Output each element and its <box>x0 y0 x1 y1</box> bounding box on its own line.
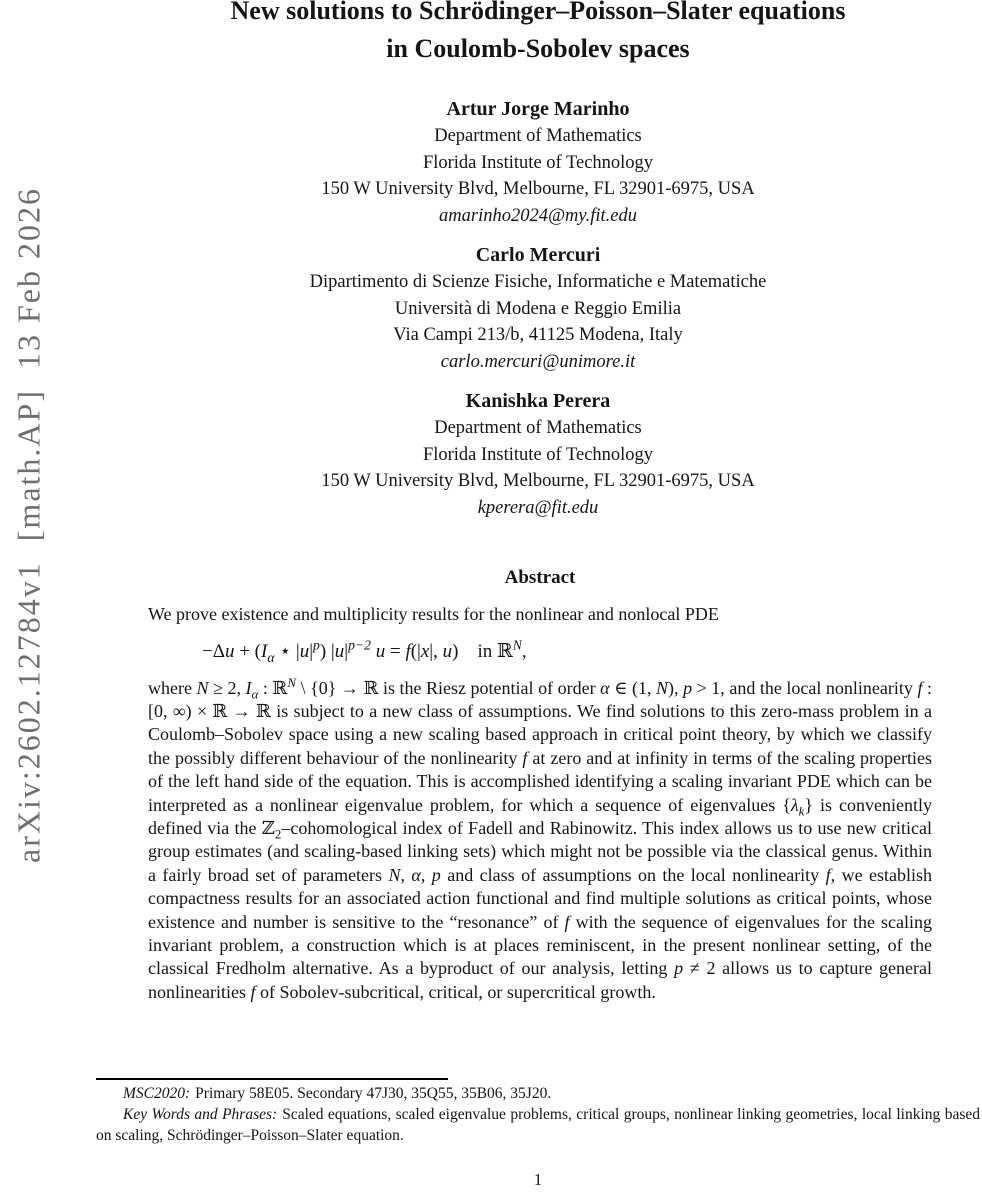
keywords-footnote <box>96 1104 980 1146</box>
author-block-3 <box>96 388 980 521</box>
footnotes <box>96 1083 980 1146</box>
abstract-intro: We prove existence and multiplicity results for the nonlinear and nonlocal PDE <box>148 604 719 624</box>
author-name: Kanishka Perera <box>465 390 611 412</box>
author-email: kperera@fit.edu <box>477 497 599 518</box>
paper-title <box>96 0 980 68</box>
author-block-2 <box>96 242 980 375</box>
arxiv-stamp: arXiv:2602.12784v1 [math.AP] 13 Feb 2026 <box>10 187 47 863</box>
author-name: Carlo Mercuri <box>475 244 601 266</box>
msc-footnote <box>96 1083 980 1104</box>
page-number: 1 <box>533 1170 543 1189</box>
author-block-1 <box>96 96 980 229</box>
affiliation-line: 150 W University Blvd, Melbourne, FL 32901-6975, USA <box>321 471 755 491</box>
affiliation-line: Florida Institute of Technology <box>422 444 654 465</box>
abstract-heading: Abstract <box>504 567 576 588</box>
keywords-text: Scaled equations, scaled eigenvalue problems, critical groups, nonlinear linking geometries, local linking based on scaling, Schrödinger–Poisson–Slater equation. <box>96 1106 980 1144</box>
footnote-rule <box>96 1078 448 1080</box>
affiliation-line: Dipartimento di Scienze Fisiche, Informatiche e Matematiche <box>309 272 767 292</box>
affiliation-line: Department of Mathematics <box>434 418 642 438</box>
author-name: Artur Jorge Marinho <box>446 98 630 120</box>
affiliation-line: Università di Modena e Reggio Emilia <box>394 298 682 319</box>
abstract-section <box>148 568 932 1004</box>
author-email: amarinho2024@my.fit.edu <box>439 205 637 226</box>
keywords-label: Key Words and Phrases: <box>123 1106 278 1123</box>
author-email: carlo.mercuri@unimore.it <box>440 351 636 372</box>
msc-label: MSC2020: <box>123 1085 191 1102</box>
affiliation-line: Via Campi 213/b, 41125 Modena, Italy <box>393 325 683 345</box>
affiliation-line: 150 W University Blvd, Melbourne, FL 32901-6975, USA <box>321 179 755 199</box>
title-line-2: in Coulomb-Sobolev spaces <box>386 34 690 63</box>
abstract-body: where N ≥ 2, $I_\alpha$ : ℝ$^N$ \ {0} → ℝ is the Riesz potential of order α ∈ (1, N), p > 1, and the local nonlinearity f : [0, ∞) × ℝ → ℝ is subject to a new class of assumptions. We find solutions to this zero-mass problem in a Coulomb–Sobolev space using a new scaling based approach in critical point theory, by which we classify the possibly different behaviour of the nonlinearity f at zero and at infinity in terms of the scaling properties of the left hand side of the equation. This is accomplished identifying a scaling invariant PDE which can be interpreted as a nonlinear eigenvalue problem, for which a sequence of eigenvalues $\{\lambda_k\}$ is conveniently defined via the ℤ$_2$–cohomological index of Fadell and Rabinowitz. This index allows us to use new critical group estimates (and scaling-based linking sets) which might not be possible via the classical genus. Within a fairly broad set of parameters N, α, p and class of assumptions on the local nonlinearity f, we establish compactness results for an associated action functional and find multiple solutions as critical points, whose existence and number is sensitive to the “resonance” of f with the sequence of eigenvalues for the scaling invariant problem, a construction which is at places reminiscent, in the present nonlinear setting, of the classical Fredholm alternative. As a byproduct of our analysis, letting p ≠ 2 allows us to capture general nonlinearities f of Sobolev-subcritical, critical, or supercritical growth. <box>148 674 933 1002</box>
paper-content <box>96 0 980 1189</box>
affiliation-line: Department of Mathematics <box>434 126 642 146</box>
display-equation: $-\Delta u + (I_\alpha$ ⋆ $|u|^p$) $|u|^{p-2}$ u = f(|x|, u) in ℝ$^N$, <box>202 637 527 665</box>
affiliation-line: Florida Institute of Technology <box>422 152 654 173</box>
title-line-1: New solutions to Schrödinger–Poisson–Slater equations <box>230 0 846 25</box>
msc-text: Primary 58E05. Secondary 47J30, 35Q55, 35B06, 35J20. <box>195 1085 552 1102</box>
